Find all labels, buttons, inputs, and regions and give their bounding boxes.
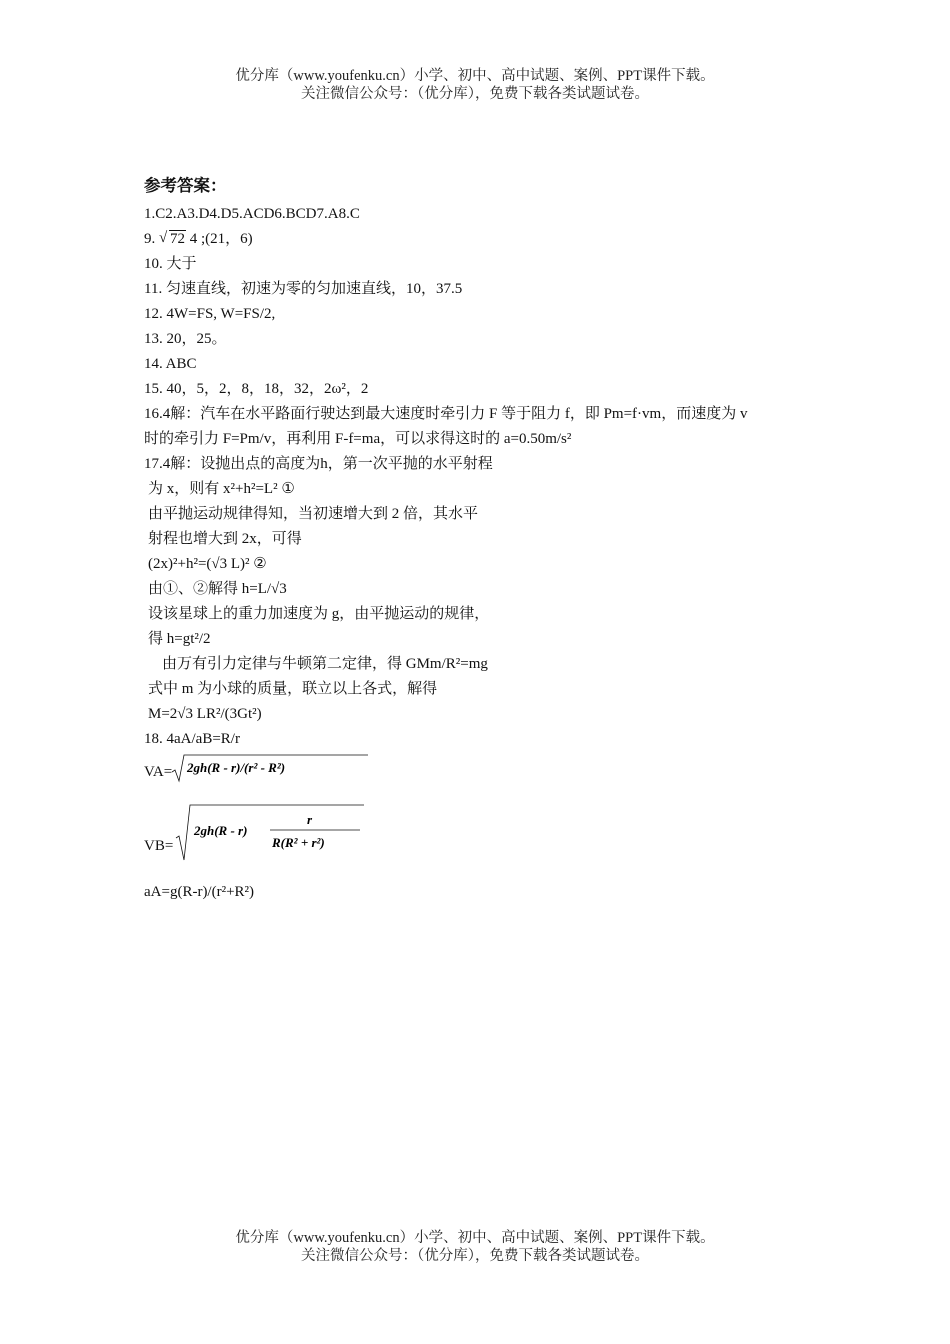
page-header bbox=[0, 67, 950, 103]
answer-11: 11. 匀速直线，初速为零的匀加速直线，10，37.5 bbox=[144, 281, 463, 297]
answer-14: 14. ABC bbox=[144, 356, 197, 372]
answer-17-line-5: (2x)²+h²=(√3 L)² ② bbox=[148, 556, 267, 572]
answer-17-line-6: 由①、②解得 h=L/√3 bbox=[148, 581, 287, 597]
answer-17-line-1: 17.4解：设抛出点的高度为h，第一次平抛的水平射程 bbox=[144, 456, 493, 472]
answer-section bbox=[144, 174, 824, 905]
formula-vb bbox=[144, 802, 824, 868]
answer-18-last: aA=g(R-r)/(r²+R²) bbox=[144, 884, 255, 900]
footer-line-2: 关注微信公众号：（优分库），免费下载各类试题试卷。 bbox=[301, 1248, 649, 1264]
formula-va-expr: 2gh(R - r)/(r² - R²) bbox=[187, 760, 286, 775]
page-footer bbox=[0, 1229, 950, 1265]
formula-vb-numerator: r bbox=[307, 812, 313, 827]
answer-9-prefix: 9. bbox=[144, 231, 159, 247]
answer-title: 参考答案： bbox=[144, 176, 227, 195]
header-line-1: 优分库（www.youfenku.cn）小学、初中、高中试题、案例、PPT课件下载。 bbox=[235, 68, 715, 84]
answer-17-line-9: 由万有引力定律与牛顿第二定律，得 GMm/R²=mg bbox=[162, 656, 488, 672]
answer-16-line-1: 16.4解：汽车在水平路面行驶达到最大速度时牵引力 F 等于阻力 f，即 Pm=f·vm，而速度为 v bbox=[144, 406, 748, 422]
answer-17-line-3: 由平抛运动规律得知，当初速增大到 2 倍，其水平 bbox=[148, 506, 479, 522]
answer-17-line-8: 得 h=gt²/2 bbox=[148, 631, 211, 647]
answer-12: 12. 4W=FS, W=FS/2, bbox=[144, 306, 276, 322]
formula-vb-denominator: R(R² + r²) bbox=[272, 835, 325, 850]
answer-9-radicand: 72 bbox=[170, 231, 185, 247]
answer-9 bbox=[144, 227, 824, 252]
formula-va-radical bbox=[170, 752, 370, 786]
answer-17-line-7: 设该星球上的重力加速度为 g，由平抛运动的规律， bbox=[148, 606, 490, 622]
answer-18-line-1: 18. 4aA/aB=R/r bbox=[144, 731, 240, 747]
formula-vb-left: 2gh(R - r) bbox=[194, 823, 248, 838]
answer-10: 10. 大于 bbox=[144, 256, 197, 272]
answer-16-line-2: 时的牵引力 F=Pm/v，再利用 F-f=ma，可以求得这时的 a=0.50m/s² bbox=[144, 431, 572, 447]
answer-15: 15. 40，5，2，8，18，32，2ω²，2 bbox=[144, 381, 369, 397]
answer-17-line-4: 射程也增大到 2x，可得 bbox=[148, 531, 302, 547]
answer-1-8: 1.C2.A3.D4.D5.ACD6.BCD7.A8.C bbox=[144, 206, 360, 222]
answer-9-suffix: 4 ;(21，6) bbox=[186, 231, 253, 247]
answer-17-line-10: 式中 m 为小球的质量，联立以上各式，解得 bbox=[148, 681, 438, 697]
formula-va-label: VA= bbox=[144, 764, 173, 780]
header-line-2: 关注微信公众号：（优分库），免费下载各类试题试卷。 bbox=[301, 86, 649, 102]
answer-17-line-2: 为 x，则有 x²+h²=L² ① bbox=[148, 481, 295, 497]
formula-vb-label: VB= bbox=[144, 838, 174, 854]
formula-va bbox=[144, 752, 824, 792]
sqrt-symbol bbox=[159, 227, 186, 252]
footer-line-1: 优分库（www.youfenku.cn）小学、初中、高中试题、案例、PPT课件下载。 bbox=[235, 1230, 715, 1246]
formula-vb-radical bbox=[174, 802, 374, 864]
answer-13: 13. 20，25。 bbox=[144, 331, 227, 347]
answer-17-line-11: M=2√3 LR²/(3Gt²) bbox=[148, 706, 262, 722]
